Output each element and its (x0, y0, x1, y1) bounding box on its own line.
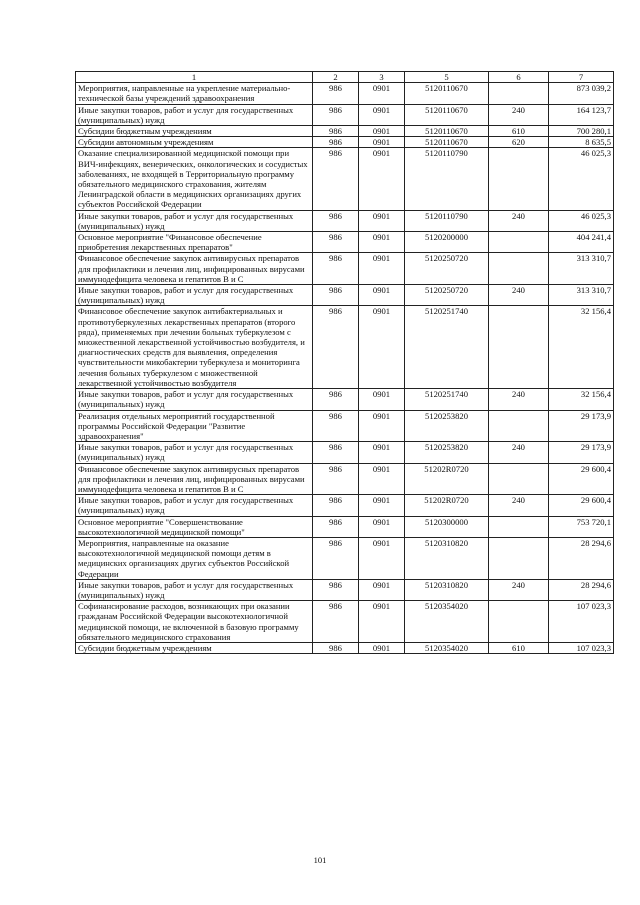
row-expense-type (489, 83, 549, 104)
row-admin-code: 986 (313, 389, 359, 410)
row-amount: 700 280,1 (549, 126, 614, 137)
table-row (76, 516, 614, 537)
row-expense-type: 610 (489, 642, 549, 653)
row-section-code: 0901 (359, 104, 405, 125)
row-expense-type (489, 516, 549, 537)
row-target-code: 5120354020 (405, 601, 489, 643)
row-description: Иные закупки товаров, работ и услуг для государственных (муниципальных) нужд (76, 495, 313, 516)
row-admin-code: 986 (313, 442, 359, 463)
row-expense-type (489, 463, 549, 495)
row-target-code: 5120110670 (405, 126, 489, 137)
row-section-code: 0901 (359, 126, 405, 137)
row-description: Иные закупки товаров, работ и услуг для государственных (муниципальных) нужд (76, 442, 313, 463)
page-number: 101 (313, 855, 327, 865)
row-amount: 8 635,5 (549, 137, 614, 148)
row-amount: 29 173,9 (549, 410, 614, 442)
row-expense-type (489, 410, 549, 442)
row-amount: 313 310,7 (549, 285, 614, 306)
row-section-code: 0901 (359, 410, 405, 442)
row-section-code: 0901 (359, 137, 405, 148)
row-description: Мероприятия, направленные на укрепление материально-технической базы учреждений здравоохранения (76, 83, 313, 104)
row-expense-type: 240 (489, 285, 549, 306)
row-admin-code: 986 (313, 306, 359, 389)
table-row (76, 579, 614, 600)
row-description: Мероприятия, направленные на оказание высокотехнологичной медицинской помощи детям в медицинских организациях других субъектов Российской Федерации (76, 537, 313, 579)
row-description: Оказание специализированной медицинской помощи при ВИЧ-инфекциях, венерических, онкологических и сосудистых заболеваниях, не входящей в Территориальную программу обязательного медицинского страхования, жителям Ленинградской области в медицинских организациях других субъектов Российской Федерации (76, 148, 313, 210)
column-header: 1 (76, 72, 313, 83)
row-admin-code: 986 (313, 495, 359, 516)
row-admin-code: 986 (313, 463, 359, 495)
row-amount: 28 294,6 (549, 579, 614, 600)
row-description: Основное мероприятие "Финансовое обеспечение приобретения лекарственных препаратов" (76, 232, 313, 253)
row-expense-type: 240 (489, 389, 549, 410)
row-amount: 29 600,4 (549, 495, 614, 516)
column-header: 2 (313, 72, 359, 83)
row-section-code: 0901 (359, 253, 405, 285)
table-row (76, 104, 614, 125)
table-row (76, 642, 614, 653)
table-row (76, 137, 614, 148)
row-section-code: 0901 (359, 537, 405, 579)
row-expense-type (489, 537, 549, 579)
row-admin-code: 986 (313, 232, 359, 253)
row-description: Иные закупки товаров, работ и услуг для государственных (муниципальных) нужд (76, 389, 313, 410)
row-target-code: 5120300000 (405, 516, 489, 537)
row-description: Субсидии бюджетным учреждениям (76, 126, 313, 137)
row-target-code: 5120110790 (405, 210, 489, 231)
row-admin-code: 986 (313, 516, 359, 537)
table-row (76, 232, 614, 253)
row-admin-code: 986 (313, 537, 359, 579)
row-expense-type (489, 253, 549, 285)
table-row (76, 210, 614, 231)
row-target-code: 5120251740 (405, 306, 489, 389)
row-section-code: 0901 (359, 83, 405, 104)
row-target-code: 51202R0720 (405, 463, 489, 495)
row-target-code: 5120250720 (405, 253, 489, 285)
row-expense-type: 240 (489, 104, 549, 125)
row-section-code: 0901 (359, 210, 405, 231)
row-description: Субсидии бюджетным учреждениям (76, 642, 313, 653)
row-target-code: 5120200000 (405, 232, 489, 253)
row-amount: 753 720,1 (549, 516, 614, 537)
row-amount: 32 156,4 (549, 306, 614, 389)
table-row (76, 389, 614, 410)
row-section-code: 0901 (359, 285, 405, 306)
table-row (76, 601, 614, 643)
row-amount: 28 294,6 (549, 537, 614, 579)
row-section-code: 0901 (359, 463, 405, 495)
row-admin-code: 986 (313, 83, 359, 104)
row-section-code: 0901 (359, 601, 405, 643)
row-section-code: 0901 (359, 579, 405, 600)
row-target-code: 5120250720 (405, 285, 489, 306)
row-amount: 46 025,3 (549, 148, 614, 210)
row-admin-code: 986 (313, 137, 359, 148)
row-amount: 29 173,9 (549, 442, 614, 463)
table-row (76, 495, 614, 516)
row-description: Иные закупки товаров, работ и услуг для государственных (муниципальных) нужд (76, 579, 313, 600)
table-row (76, 148, 614, 210)
row-amount: 873 039,2 (549, 83, 614, 104)
row-amount: 404 241,4 (549, 232, 614, 253)
row-admin-code: 986 (313, 126, 359, 137)
row-expense-type: 240 (489, 210, 549, 231)
row-amount: 46 025,3 (549, 210, 614, 231)
row-target-code: 51202R0720 (405, 495, 489, 516)
budget-table (75, 71, 614, 654)
table-row (76, 463, 614, 495)
column-header: 7 (549, 72, 614, 83)
row-target-code: 5120110670 (405, 137, 489, 148)
row-admin-code: 986 (313, 601, 359, 643)
table-row (76, 253, 614, 285)
column-header: 5 (405, 72, 489, 83)
table-row (76, 285, 614, 306)
row-target-code: 5120354020 (405, 642, 489, 653)
row-expense-type (489, 232, 549, 253)
row-admin-code: 986 (313, 579, 359, 600)
table-row (76, 83, 614, 104)
row-section-code: 0901 (359, 516, 405, 537)
row-description: Реализация отдельных мероприятий государственной программы Российской Федерации "Развитие здравоохранения" (76, 410, 313, 442)
row-expense-type: 620 (489, 137, 549, 148)
row-admin-code: 986 (313, 285, 359, 306)
row-admin-code: 986 (313, 642, 359, 653)
column-header: 3 (359, 72, 405, 83)
row-admin-code: 986 (313, 104, 359, 125)
row-description: Иные закупки товаров, работ и услуг для государственных (муниципальных) нужд (76, 210, 313, 231)
row-target-code: 5120310820 (405, 537, 489, 579)
row-admin-code: 986 (313, 210, 359, 231)
row-section-code: 0901 (359, 442, 405, 463)
row-admin-code: 986 (313, 253, 359, 285)
table-body (76, 83, 614, 654)
table-row (76, 410, 614, 442)
row-target-code: 5120253820 (405, 442, 489, 463)
row-admin-code: 986 (313, 148, 359, 210)
row-target-code: 5120251740 (405, 389, 489, 410)
row-target-code: 5120110790 (405, 148, 489, 210)
row-amount: 29 600,4 (549, 463, 614, 495)
row-description: Финансовое обеспечение закупок антибактериальных и противотуберкулезных лекарственных препаратов (второго ряда), применяемых при лечении больных туберкулезом с множественной лекарственной устойчивостью возбудителя, и диагностических средств для выявления, определения чувствительности микобактерии туберкулеза и мониторинга лечения больных туберкулезом с множественной лекарственной устойчивостью возбудителя (76, 306, 313, 389)
row-description: Финансовое обеспечение закупок антивирусных препаратов для профилактики и лечения лиц, инфицированных вирусами иммунодефицита человека и гепатитов В и С (76, 253, 313, 285)
row-target-code: 5120253820 (405, 410, 489, 442)
table-row (76, 126, 614, 137)
row-expense-type: 240 (489, 579, 549, 600)
row-expense-type (489, 306, 549, 389)
row-description: Финансовое обеспечение закупок антивирусных препаратов для профилактики и лечения лиц, инфицированных вирусами иммунодефицита человека и гепатитов В и С (76, 463, 313, 495)
column-header: 6 (489, 72, 549, 83)
table-row (76, 442, 614, 463)
row-description: Основное мероприятие "Совершенствование высокотехнологичной медицинской помощи" (76, 516, 313, 537)
row-description: Софинансирование расходов, возникающих при оказании гражданам Российской Федерации высокотехнологичной медицинской помощи, не включенной в базовую программу обязательного медицинского страхования (76, 601, 313, 643)
row-target-code: 5120110670 (405, 104, 489, 125)
row-section-code: 0901 (359, 306, 405, 389)
row-expense-type: 240 (489, 442, 549, 463)
table-header-row (76, 72, 614, 83)
row-section-code: 0901 (359, 232, 405, 253)
row-expense-type: 240 (489, 495, 549, 516)
row-amount: 164 123,7 (549, 104, 614, 125)
table-row (76, 306, 614, 389)
row-amount: 313 310,7 (549, 253, 614, 285)
row-target-code: 5120110670 (405, 83, 489, 104)
row-section-code: 0901 (359, 389, 405, 410)
row-section-code: 0901 (359, 642, 405, 653)
row-description: Субсидии автономным учреждениям (76, 137, 313, 148)
row-amount: 107 023,3 (549, 601, 614, 643)
row-expense-type (489, 601, 549, 643)
row-section-code: 0901 (359, 148, 405, 210)
row-amount: 107 023,3 (549, 642, 614, 653)
row-expense-type (489, 148, 549, 210)
row-description: Иные закупки товаров, работ и услуг для государственных (муниципальных) нужд (76, 285, 313, 306)
row-admin-code: 986 (313, 410, 359, 442)
row-amount: 32 156,4 (549, 389, 614, 410)
row-section-code: 0901 (359, 495, 405, 516)
row-target-code: 5120310820 (405, 579, 489, 600)
row-description: Иные закупки товаров, работ и услуг для государственных (муниципальных) нужд (76, 104, 313, 125)
table-row (76, 537, 614, 579)
row-expense-type: 610 (489, 126, 549, 137)
